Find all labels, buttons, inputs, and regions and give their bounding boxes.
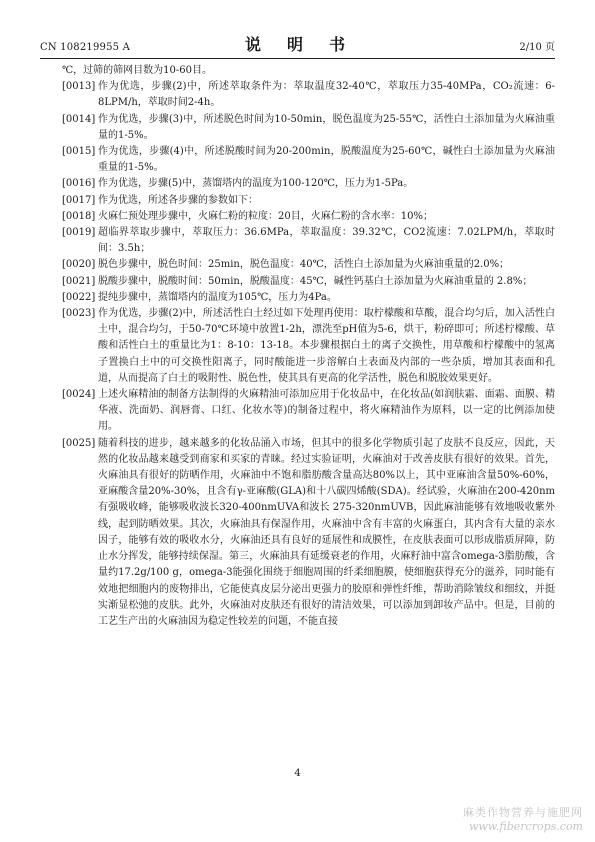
- document-body: [62, 63, 555, 630]
- paragraph-0023: [62, 306, 555, 387]
- paragraph-text: 作为优选，步骤(2)中，所述萃取条件为：萃取温度32-40℃，萃取压力35-40MPa，CO₂流速：6-8LPM/h，萃取时间2-4h。: [98, 81, 555, 109]
- paragraph-text: 作为优选，步骤(3)中，所述脱色时间为10-50min，脱色温度为25-55℃，活性白土添加量为火麻油重量的1-5%。: [98, 113, 555, 141]
- paragraph-text: 脱色步骤中，脱色时间：25min，脱色温度：40℃，活性白土添加量为火麻油重量的2.0%；: [98, 259, 510, 271]
- paragraph-0014: [62, 112, 555, 144]
- paragraph-0025: [62, 436, 555, 630]
- paragraph-number: [0019]: [62, 227, 96, 239]
- paragraph-continuation: [62, 63, 555, 79]
- paragraph-text: 随着科技的进步，越来越多的化妆品涌入市场，但其中的很多化学物质引起了皮肤不良反应，因此，天然的化妆品越来越受到商家和买家的青睐。经过实验证明，火麻油对于改善皮肤有很好的效果。首先，火麻油具有很好的防晒作用，火麻油中不饱和脂肪酸含量高达80%以上，其中亚麻油含量50%-60%，亚麻酸含量20%-30%，且含有γ-亚麻酸(GLA)和十八碳四烯酸(SDA)。经试验，火麻油在200-420nm有强吸收峰，能够吸收波长320-400nmUVA和波长 275-320nmUVB，因此麻油能够有效地吸收紫外线，起到防晒效果。其次，火麻油具有保湿作用，火麻油中含有丰富的火麻蛋白，其内含有大量的亲水因子，能够有效的吸收水分，火麻油还具有良好的延展性和成膜性，在皮肤表面可以形成脂质屏障，防止水分挥发，能够持续保湿。第三，火麻油具有延缓衰老的作用，火麻籽油中富含omega-3脂肪酸，含量约17.2g/100 g，omega-3能强化围绕于细胞周围的纤柔细胞膜，使细胞获得充分的滋养，同时能有效地把细胞内的废物排出，它能使真皮层分泌出更强力的胶原和弹性纤维，帮助消除皱纹和细纹，并挺实渐显松弛的皮肤。此外，火麻油对皮肤还有很好的清洁效果，可以添加到卸妆产品中。但是，目前的工艺生产出的火麻油因为稳定性较差的问题，不能直接: [98, 437, 555, 627]
- paragraph-number: [0014]: [62, 113, 96, 125]
- page-header: [40, 31, 555, 57]
- paragraph-0019: [62, 225, 555, 257]
- paragraph-number: [0021]: [62, 275, 96, 287]
- paragraph-text: 作为优选，步骤(4)中，所述脱酸时间为20-200min，脱酸温度为25-60℃，碱性白土添加量为火麻油重量的1-5%。: [98, 146, 555, 174]
- paragraph-number: [0024]: [62, 389, 96, 401]
- paragraph-0022: [62, 290, 555, 306]
- paragraph-number: [0015]: [62, 146, 96, 158]
- paragraph-text: 上述火麻精油的制备方法制得的火麻精油可添加应用于化妆品中，在化妆品(如润肤霜、面霜、面膜、精华液、洗面奶、润唇膏、口红、化妆水等)的制备过程中，将火麻精油作为原料，以一定的比例添加使用。: [98, 389, 555, 433]
- paragraph-number: [0022]: [62, 291, 96, 303]
- document-title: 说 明 书: [244, 35, 350, 54]
- paragraph-0015: [62, 144, 555, 176]
- watermark-url: www.fibercrops.com: [468, 820, 583, 833]
- watermark-site-name: 麻类作物营养与施肥网: [463, 806, 583, 819]
- page-number: 4: [294, 768, 301, 779]
- paragraph-0017: [62, 193, 555, 209]
- paragraph-text: 作为优选，步骤(5)中，蒸馏塔内的温度为100-120℃，压力为1-5Pa。: [98, 178, 414, 190]
- paragraph-number: [0018]: [62, 210, 96, 222]
- paragraph-0020: [62, 257, 555, 273]
- paragraph-number: [0020]: [62, 259, 96, 271]
- paragraph-number: [0013]: [62, 81, 96, 93]
- paragraph-0021: [62, 274, 555, 290]
- paragraph-0013: [62, 79, 555, 111]
- site-watermark: [463, 806, 583, 834]
- paragraph-text: 作为优选，步骤(2)中，所述活性白土经过如下处理再使用：取柠檬酸和草酸，混合均匀后，加入活性白土中，混合均匀，于50-70℃环境中放置1-2h，漂洗至pH值为5-6，烘干，粉碎即可；所述柠檬酸、草酸和活性白土的重量比为1：8-10：13-18。本步骤根据白土的离子交换性，用草酸和柠檬酸中的氢离子置换白土中的可交换性阳离子，同时酸能进一步溶解白土表面及内部的一些杂质，增加其表面和孔道，从而提高了白土的吸附性、脱色性，使其具有更高的化学活性，脱色和脱胶效果更好。: [98, 308, 555, 384]
- patent-number: CN 108219955 A: [40, 42, 131, 53]
- paragraph-0024: [62, 387, 555, 436]
- paragraph-text: 作为优选，所述各步骤的参数如下：: [98, 194, 258, 206]
- paragraph-number: [0016]: [62, 178, 96, 190]
- paragraph-number: [0017]: [62, 194, 96, 206]
- page-of-indicator: 2/10 页: [519, 42, 555, 53]
- paragraph-text: ℃，过筛的筛网目数为10-60目。: [62, 65, 213, 76]
- paragraph-0018: [62, 209, 555, 225]
- paragraph-text: 火麻仁预处理步骤中，火麻仁粉的粒度：20目，火麻仁粉的含水率：10%；: [98, 210, 433, 222]
- paragraph-number: [0025]: [62, 437, 96, 449]
- paragraph-0016: [62, 176, 555, 192]
- paragraph-number: [0023]: [62, 308, 96, 320]
- paragraph-text: 脱酸步骤中，脱酸时间：50min，脱酸温度：45℃，碱性钙基白土添加量为火麻油重量的 2.8%；: [98, 275, 533, 287]
- header-divider: [40, 58, 555, 59]
- paragraph-text: 提纯步骤中，蒸馏塔内的温度为105℃，压力为4Pa。: [98, 291, 337, 303]
- paragraph-text: 超临界萃取步骤中，萃取压力：36.6MPa，萃取温度：39.32℃，CO2流速：7.02LPM/h，萃取时间：3.5h；: [98, 227, 555, 255]
